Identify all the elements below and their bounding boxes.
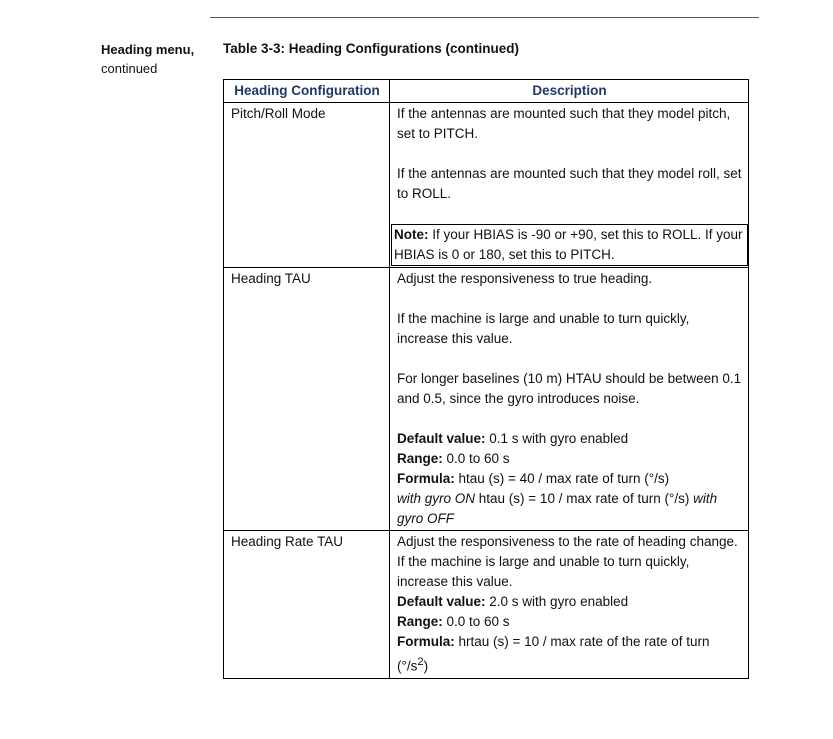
range-value: 0.0 to 60 s: [442, 451, 510, 466]
table-caption: Table 3-3: Heading Configurations (continued): [223, 41, 519, 56]
formula-value: hrtau (s) = 10 / max rate of the rate of turn (°/s: [397, 634, 710, 674]
formula-label: Formula:: [397, 634, 455, 649]
default-value: 0.1 s with gyro enabled: [485, 431, 629, 446]
top-rule: [210, 17, 759, 18]
formula-line: [397, 632, 742, 677]
config-description: [390, 103, 749, 268]
default-value: 2.0 s with gyro enabled: [485, 594, 629, 609]
range-label: Range:: [397, 614, 443, 629]
heading-config-table: [223, 79, 749, 679]
description-paragraph: If the antennas are mounted such that they model pitch, set to PITCH.: [397, 106, 731, 141]
default-value-line: [397, 592, 742, 612]
formula-label: Formula:: [397, 471, 455, 486]
table-row: [224, 103, 749, 268]
description-paragraph: Adjust the responsiveness to the rate of heading change.: [397, 534, 738, 549]
side-heading: [101, 40, 194, 78]
gyro-on-label: with gyro ON: [397, 491, 476, 506]
default-label: Default value:: [397, 594, 486, 609]
formula-superscript: 2: [417, 656, 424, 668]
formula-value: htau (s) = 40 / max rate of turn (°/s): [454, 471, 670, 486]
note-label: Note:: [394, 227, 429, 242]
config-description: [390, 531, 749, 679]
default-value-line: [397, 429, 742, 449]
side-title: Heading menu,: [101, 42, 195, 57]
config-description: [390, 268, 749, 531]
table-row: [224, 268, 749, 531]
description-paragraph: If the machine is large and unable to turn quickly, increase this value.: [397, 554, 690, 589]
range-label: Range:: [397, 451, 443, 466]
config-name: Heading Rate TAU: [224, 531, 390, 679]
range-value: 0.0 to 60 s: [442, 614, 510, 629]
gyro-off-label: with gyro OFF: [397, 491, 718, 526]
note-text: If your HBIAS is -90 or +90, set this to ROLL. If your HBIAS is 0 or 180, set this to PITCH.: [394, 227, 743, 262]
config-name: Heading TAU: [224, 268, 390, 531]
range-line: [397, 612, 742, 632]
header-description: Description: [390, 80, 749, 103]
gyro-line: [397, 489, 742, 529]
table-header-row: [224, 80, 749, 103]
description-paragraph: If the machine is large and unable to turn quickly, increase this value.: [397, 311, 690, 346]
description-paragraph: Adjust the responsiveness to true heading.: [397, 271, 653, 286]
gyro-on-value: htau (s) = 10 / max rate of turn (°/s): [475, 491, 690, 506]
side-subtitle: continued: [101, 61, 158, 76]
formula-end: ): [423, 658, 429, 674]
formula-line: [397, 469, 742, 489]
description-paragraph: If the antennas are mounted such that they model roll, set to ROLL.: [397, 166, 742, 201]
range-line: [397, 449, 742, 469]
note-box: [391, 224, 748, 266]
table-row: [224, 531, 749, 679]
description-paragraph: For longer baselines (10 m) HTAU should be between 0.1 and 0.5, since the gyro introduces noise.: [397, 371, 742, 406]
header-heading-configuration: Heading Configuration: [224, 80, 390, 103]
config-name: Pitch/Roll Mode: [224, 103, 390, 268]
default-label: Default value:: [397, 431, 486, 446]
